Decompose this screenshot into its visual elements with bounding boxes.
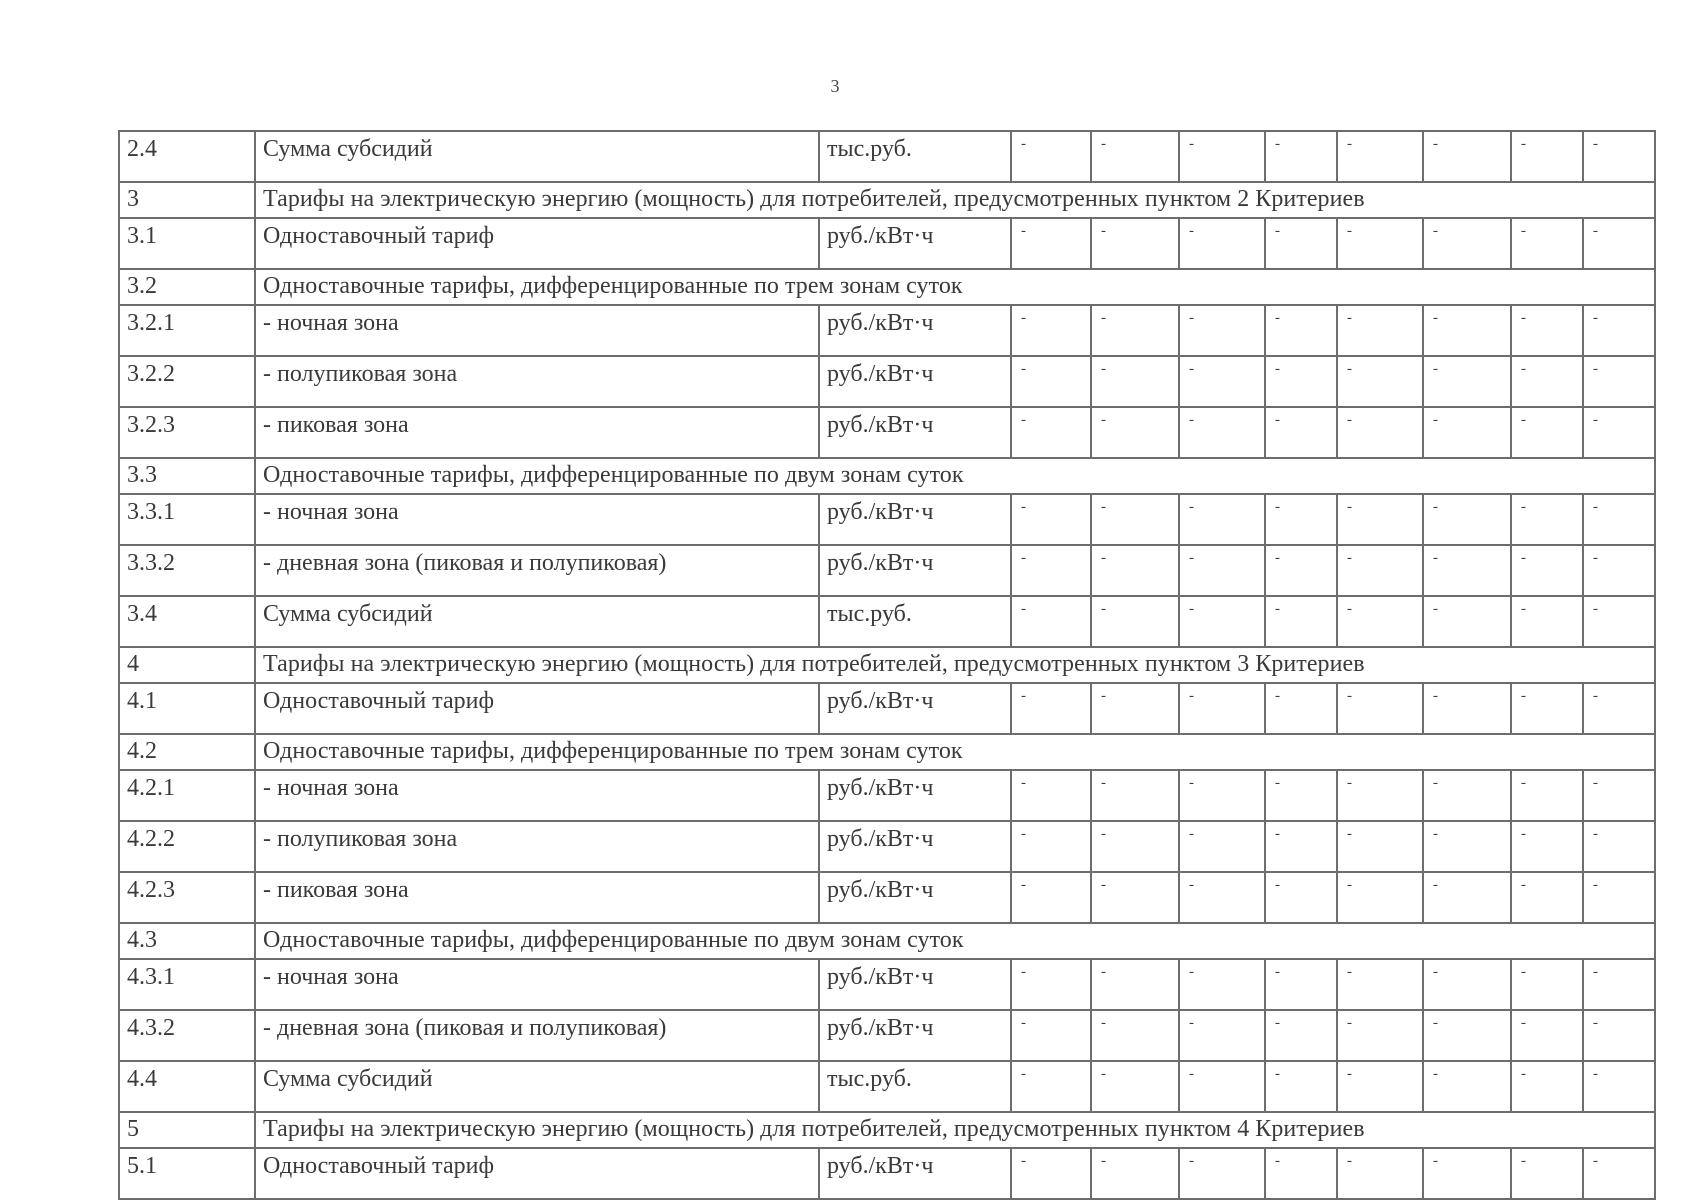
unit-cell: тыс.руб. bbox=[819, 1061, 1011, 1112]
table-row bbox=[119, 494, 1655, 545]
value-cell: - bbox=[1179, 218, 1265, 269]
row-number-cell: 4.2.1 bbox=[119, 770, 255, 821]
table-row bbox=[119, 407, 1655, 458]
value-cell: - bbox=[1511, 218, 1583, 269]
value-cell: - bbox=[1511, 821, 1583, 872]
value-cell: - bbox=[1423, 959, 1511, 1010]
table-row bbox=[119, 770, 1655, 821]
value-cell: - bbox=[1265, 545, 1337, 596]
indicator-name-cell: - ночная зона bbox=[255, 770, 819, 821]
value-cell: - bbox=[1583, 1061, 1655, 1112]
unit-cell: тыс.руб. bbox=[819, 596, 1011, 647]
section-row bbox=[119, 647, 1655, 683]
row-number-cell: 3.1 bbox=[119, 218, 255, 269]
value-cell: - bbox=[1423, 131, 1511, 182]
indicator-name-cell: - полупиковая зона bbox=[255, 356, 819, 407]
value-cell: - bbox=[1179, 356, 1265, 407]
value-cell: - bbox=[1511, 1148, 1583, 1199]
unit-cell: руб./кВт·ч bbox=[819, 356, 1011, 407]
unit-cell: руб./кВт·ч bbox=[819, 407, 1011, 458]
value-cell: - bbox=[1583, 494, 1655, 545]
section-title-cell: Тарифы на электрическую энергию (мощность) для потребителей, предусмотренных пунктом 3 Критериев bbox=[255, 647, 1655, 683]
unit-cell: руб./кВт·ч bbox=[819, 683, 1011, 734]
value-cell: - bbox=[1337, 683, 1423, 734]
value-cell: - bbox=[1583, 872, 1655, 923]
table-row bbox=[119, 356, 1655, 407]
value-cell: - bbox=[1265, 959, 1337, 1010]
table-row bbox=[119, 872, 1655, 923]
value-cell: - bbox=[1337, 821, 1423, 872]
table-row bbox=[119, 1148, 1655, 1199]
indicator-name-cell: - полупиковая зона bbox=[255, 821, 819, 872]
value-cell: - bbox=[1179, 545, 1265, 596]
value-cell: - bbox=[1423, 1010, 1511, 1061]
indicator-name-cell: Сумма субсидий bbox=[255, 596, 819, 647]
value-cell: - bbox=[1511, 959, 1583, 1010]
value-cell: - bbox=[1265, 1148, 1337, 1199]
value-cell: - bbox=[1091, 1010, 1179, 1061]
section-row bbox=[119, 269, 1655, 305]
value-cell: - bbox=[1583, 770, 1655, 821]
value-cell: - bbox=[1179, 1061, 1265, 1112]
row-number-cell: 3.3.2 bbox=[119, 545, 255, 596]
value-cell: - bbox=[1265, 407, 1337, 458]
value-cell: - bbox=[1511, 1061, 1583, 1112]
value-cell: - bbox=[1511, 305, 1583, 356]
row-number-cell: 3 bbox=[119, 182, 255, 218]
value-cell: - bbox=[1337, 356, 1423, 407]
value-cell: - bbox=[1091, 770, 1179, 821]
section-row bbox=[119, 182, 1655, 218]
unit-cell: руб./кВт·ч bbox=[819, 821, 1011, 872]
indicator-name-cell: - дневная зона (пиковая и полупиковая) bbox=[255, 1010, 819, 1061]
value-cell: - bbox=[1011, 218, 1091, 269]
value-cell: - bbox=[1583, 821, 1655, 872]
value-cell: - bbox=[1179, 872, 1265, 923]
value-cell: - bbox=[1011, 305, 1091, 356]
value-cell: - bbox=[1091, 821, 1179, 872]
value-cell: - bbox=[1583, 305, 1655, 356]
value-cell: - bbox=[1179, 1010, 1265, 1061]
value-cell: - bbox=[1011, 545, 1091, 596]
value-cell: - bbox=[1337, 218, 1423, 269]
value-cell: - bbox=[1337, 305, 1423, 356]
value-cell: - bbox=[1091, 1061, 1179, 1112]
value-cell: - bbox=[1583, 1148, 1655, 1199]
value-cell: - bbox=[1011, 596, 1091, 647]
unit-cell: тыс.руб. bbox=[819, 131, 1011, 182]
table-row bbox=[119, 596, 1655, 647]
value-cell: - bbox=[1011, 407, 1091, 458]
value-cell: - bbox=[1265, 218, 1337, 269]
value-cell: - bbox=[1091, 407, 1179, 458]
table-row bbox=[119, 218, 1655, 269]
value-cell: - bbox=[1265, 1061, 1337, 1112]
unit-cell: руб./кВт·ч bbox=[819, 494, 1011, 545]
value-cell: - bbox=[1583, 407, 1655, 458]
value-cell: - bbox=[1337, 545, 1423, 596]
value-cell: - bbox=[1091, 494, 1179, 545]
row-number-cell: 2.4 bbox=[119, 131, 255, 182]
row-number-cell: 4.2.2 bbox=[119, 821, 255, 872]
unit-cell: руб./кВт·ч bbox=[819, 770, 1011, 821]
value-cell: - bbox=[1337, 872, 1423, 923]
row-number-cell: 4.2.3 bbox=[119, 872, 255, 923]
value-cell: - bbox=[1337, 770, 1423, 821]
section-title-cell: Одноставочные тарифы, дифференцированные по двум зонам суток bbox=[255, 923, 1655, 959]
value-cell: - bbox=[1423, 1061, 1511, 1112]
value-cell: - bbox=[1091, 872, 1179, 923]
value-cell: - bbox=[1011, 494, 1091, 545]
value-cell: - bbox=[1583, 131, 1655, 182]
indicator-name-cell: Одноставочный тариф bbox=[255, 1148, 819, 1199]
table-row bbox=[119, 1061, 1655, 1112]
value-cell: - bbox=[1011, 770, 1091, 821]
unit-cell: руб./кВт·ч bbox=[819, 959, 1011, 1010]
value-cell: - bbox=[1179, 305, 1265, 356]
unit-cell: руб./кВт·ч bbox=[819, 305, 1011, 356]
value-cell: - bbox=[1583, 545, 1655, 596]
value-cell: - bbox=[1091, 1148, 1179, 1199]
indicator-name-cell: Сумма субсидий bbox=[255, 1061, 819, 1112]
value-cell: - bbox=[1583, 356, 1655, 407]
value-cell: - bbox=[1337, 959, 1423, 1010]
value-cell: - bbox=[1179, 821, 1265, 872]
table-row bbox=[119, 131, 1655, 182]
value-cell: - bbox=[1091, 596, 1179, 647]
value-cell: - bbox=[1423, 494, 1511, 545]
section-row bbox=[119, 734, 1655, 770]
value-cell: - bbox=[1423, 770, 1511, 821]
indicator-name-cell: Одноставочный тариф bbox=[255, 683, 819, 734]
value-cell: - bbox=[1511, 131, 1583, 182]
value-cell: - bbox=[1265, 683, 1337, 734]
value-cell: - bbox=[1265, 494, 1337, 545]
value-cell: - bbox=[1511, 1010, 1583, 1061]
value-cell: - bbox=[1511, 407, 1583, 458]
value-cell: - bbox=[1511, 872, 1583, 923]
value-cell: - bbox=[1265, 596, 1337, 647]
value-cell: - bbox=[1583, 1010, 1655, 1061]
value-cell: - bbox=[1423, 1148, 1511, 1199]
value-cell: - bbox=[1265, 821, 1337, 872]
table-row bbox=[119, 545, 1655, 596]
value-cell: - bbox=[1179, 596, 1265, 647]
section-title-cell: Тарифы на электрическую энергию (мощность) для потребителей, предусмотренных пунктом 2 Критериев bbox=[255, 182, 1655, 218]
value-cell: - bbox=[1179, 407, 1265, 458]
indicator-name-cell: Сумма субсидий bbox=[255, 131, 819, 182]
value-cell: - bbox=[1091, 218, 1179, 269]
row-number-cell: 5.1 bbox=[119, 1148, 255, 1199]
section-title-cell: Одноставочные тарифы, дифференцированные по трем зонам суток bbox=[255, 269, 1655, 305]
unit-cell: руб./кВт·ч bbox=[819, 1148, 1011, 1199]
value-cell: - bbox=[1511, 596, 1583, 647]
value-cell: - bbox=[1265, 131, 1337, 182]
section-title-cell: Одноставочные тарифы, дифференцированные по двум зонам суток bbox=[255, 458, 1655, 494]
value-cell: - bbox=[1423, 872, 1511, 923]
row-number-cell: 3.3.1 bbox=[119, 494, 255, 545]
value-cell: - bbox=[1337, 131, 1423, 182]
table-body bbox=[119, 131, 1655, 1199]
value-cell: - bbox=[1265, 770, 1337, 821]
value-cell: - bbox=[1011, 821, 1091, 872]
value-cell: - bbox=[1011, 872, 1091, 923]
row-number-cell: 4.3 bbox=[119, 923, 255, 959]
section-title-cell: Тарифы на электрическую энергию (мощность) для потребителей, предусмотренных пунктом 4 Критериев bbox=[255, 1112, 1655, 1148]
table-row bbox=[119, 959, 1655, 1010]
indicator-name-cell: - ночная зона bbox=[255, 494, 819, 545]
indicator-name-cell: - дневная зона (пиковая и полупиковая) bbox=[255, 545, 819, 596]
row-number-cell: 5 bbox=[119, 1112, 255, 1148]
row-number-cell: 3.2.3 bbox=[119, 407, 255, 458]
row-number-cell: 3.2 bbox=[119, 269, 255, 305]
value-cell: - bbox=[1091, 356, 1179, 407]
row-number-cell: 4.1 bbox=[119, 683, 255, 734]
value-cell: - bbox=[1337, 407, 1423, 458]
row-number-cell: 4.4 bbox=[119, 1061, 255, 1112]
value-cell: - bbox=[1511, 545, 1583, 596]
row-number-cell: 3.4 bbox=[119, 596, 255, 647]
row-number-cell: 3.3 bbox=[119, 458, 255, 494]
row-number-cell: 4.3.1 bbox=[119, 959, 255, 1010]
value-cell: - bbox=[1179, 770, 1265, 821]
value-cell: - bbox=[1011, 683, 1091, 734]
value-cell: - bbox=[1091, 959, 1179, 1010]
value-cell: - bbox=[1423, 218, 1511, 269]
value-cell: - bbox=[1511, 494, 1583, 545]
value-cell: - bbox=[1337, 1010, 1423, 1061]
value-cell: - bbox=[1423, 305, 1511, 356]
value-cell: - bbox=[1011, 131, 1091, 182]
indicator-name-cell: - пиковая зона bbox=[255, 872, 819, 923]
value-cell: - bbox=[1011, 1061, 1091, 1112]
section-row bbox=[119, 458, 1655, 494]
value-cell: - bbox=[1511, 356, 1583, 407]
value-cell: - bbox=[1337, 1148, 1423, 1199]
table-row bbox=[119, 683, 1655, 734]
value-cell: - bbox=[1337, 596, 1423, 647]
value-cell: - bbox=[1179, 1148, 1265, 1199]
tariff-table bbox=[118, 130, 1656, 1200]
value-cell: - bbox=[1511, 770, 1583, 821]
value-cell: - bbox=[1179, 131, 1265, 182]
value-cell: - bbox=[1423, 356, 1511, 407]
value-cell: - bbox=[1583, 596, 1655, 647]
unit-cell: руб./кВт·ч bbox=[819, 1010, 1011, 1061]
value-cell: - bbox=[1179, 494, 1265, 545]
row-number-cell: 4.3.2 bbox=[119, 1010, 255, 1061]
row-number-cell: 4.2 bbox=[119, 734, 255, 770]
row-number-cell: 3.2.1 bbox=[119, 305, 255, 356]
value-cell: - bbox=[1011, 959, 1091, 1010]
value-cell: - bbox=[1583, 683, 1655, 734]
value-cell: - bbox=[1265, 872, 1337, 923]
value-cell: - bbox=[1423, 407, 1511, 458]
value-cell: - bbox=[1011, 1148, 1091, 1199]
value-cell: - bbox=[1583, 218, 1655, 269]
indicator-name-cell: - пиковая зона bbox=[255, 407, 819, 458]
value-cell: - bbox=[1091, 683, 1179, 734]
value-cell: - bbox=[1337, 494, 1423, 545]
value-cell: - bbox=[1265, 1010, 1337, 1061]
section-row bbox=[119, 923, 1655, 959]
table-row bbox=[119, 1010, 1655, 1061]
value-cell: - bbox=[1423, 821, 1511, 872]
value-cell: - bbox=[1423, 545, 1511, 596]
indicator-name-cell: - ночная зона bbox=[255, 959, 819, 1010]
value-cell: - bbox=[1091, 545, 1179, 596]
value-cell: - bbox=[1511, 683, 1583, 734]
value-cell: - bbox=[1265, 356, 1337, 407]
value-cell: - bbox=[1011, 356, 1091, 407]
value-cell: - bbox=[1179, 683, 1265, 734]
value-cell: - bbox=[1265, 305, 1337, 356]
value-cell: - bbox=[1423, 596, 1511, 647]
value-cell: - bbox=[1179, 959, 1265, 1010]
value-cell: - bbox=[1423, 683, 1511, 734]
table-row bbox=[119, 305, 1655, 356]
row-number-cell: 3.2.2 bbox=[119, 356, 255, 407]
table-row bbox=[119, 821, 1655, 872]
value-cell: - bbox=[1337, 1061, 1423, 1112]
section-title-cell: Одноставочные тарифы, дифференцированные по трем зонам суток bbox=[255, 734, 1655, 770]
value-cell: - bbox=[1011, 1010, 1091, 1061]
unit-cell: руб./кВт·ч bbox=[819, 218, 1011, 269]
value-cell: - bbox=[1091, 305, 1179, 356]
row-number-cell: 4 bbox=[119, 647, 255, 683]
value-cell: - bbox=[1583, 959, 1655, 1010]
indicator-name-cell: - ночная зона bbox=[255, 305, 819, 356]
unit-cell: руб./кВт·ч bbox=[819, 545, 1011, 596]
unit-cell: руб./кВт·ч bbox=[819, 872, 1011, 923]
section-row bbox=[119, 1112, 1655, 1148]
page-number: 3 bbox=[830, 76, 840, 96]
value-cell: - bbox=[1091, 131, 1179, 182]
indicator-name-cell: Одноставочный тариф bbox=[255, 218, 819, 269]
